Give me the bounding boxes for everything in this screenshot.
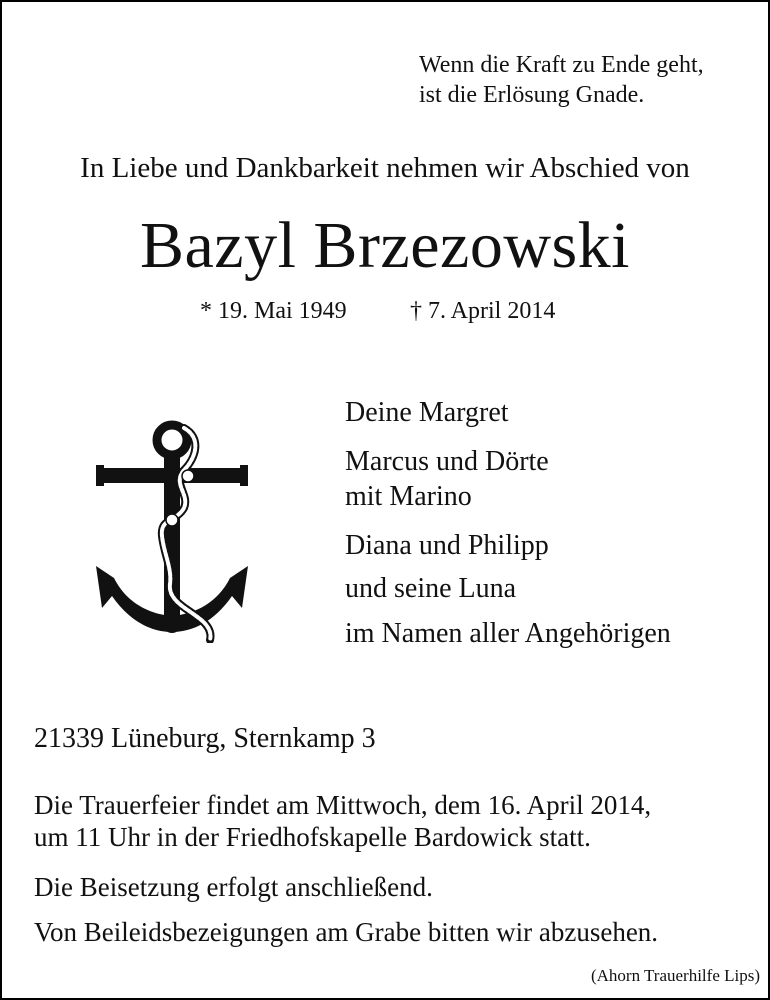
family-member: Marcus und Dörte bbox=[345, 446, 549, 477]
anchor-icon bbox=[92, 418, 252, 643]
burial-text: Die Beisetzung erfolgt anschließend. bbox=[34, 872, 433, 902]
death-date: † 7. April 2014 bbox=[410, 298, 556, 324]
funeral-home-credit: (Ahorn Trauerhilfe Lips) bbox=[590, 966, 760, 985]
family-member: Diana und Philipp bbox=[345, 530, 549, 561]
family-member: mit Marino bbox=[345, 481, 472, 512]
birth-date: * 19. Mai 1949 bbox=[200, 298, 347, 324]
ceremony-text bbox=[34, 789, 651, 853]
ceremony-line-1: Die Trauerfeier findet am Mittwoch, dem 16. April 2014, bbox=[34, 790, 652, 820]
motto-line-2: ist die Erlösung Gnade. bbox=[419, 82, 645, 108]
address: 21339 Lüneburg, Sternkamp 3 bbox=[34, 723, 376, 754]
condolences-text: Von Beileidsbezeigungen am Grabe bitten wir abzusehen. bbox=[34, 917, 659, 947]
motto bbox=[419, 50, 704, 110]
motto-line-1: Wenn die Kraft zu Ende geht, bbox=[419, 52, 704, 78]
family-member: Deine Margret bbox=[345, 397, 509, 428]
ceremony-line-2: um 11 Uhr in der Friedhofskapelle Bardowick statt. bbox=[34, 822, 591, 852]
intro-text: In Liebe und Dankbarkeit nehmen wir Abschied von bbox=[80, 152, 690, 184]
family-member: und seine Luna bbox=[345, 573, 517, 604]
deceased-name: Bazyl Brzezowski bbox=[139, 209, 630, 282]
family-member: im Namen aller Angehörigen bbox=[345, 618, 671, 649]
